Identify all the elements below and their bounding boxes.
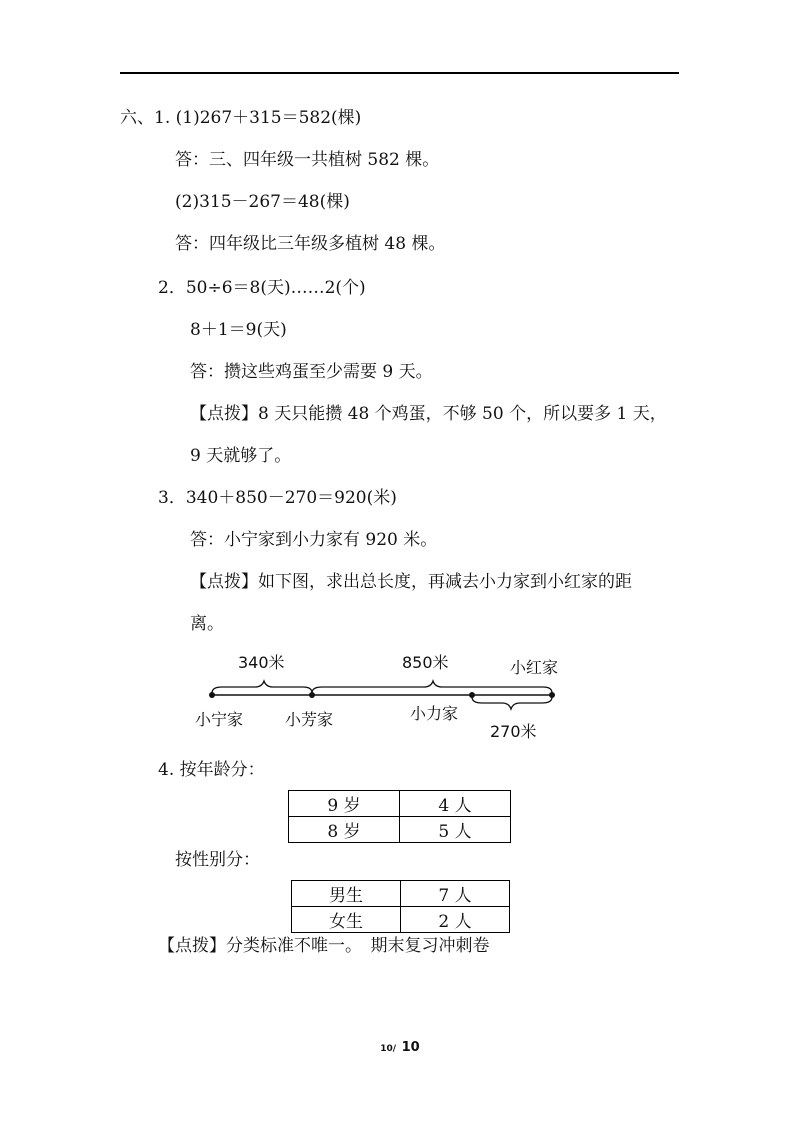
table-cell: 8 岁: [289, 817, 400, 843]
label-xiaoli-home: 小力家: [410, 704, 459, 723]
label-xiaoning-home: 小宁家: [195, 710, 244, 729]
q2-equation-2: 8＋1＝9(天): [190, 320, 287, 340]
gender-title: 按性别分：: [175, 850, 260, 870]
segment-label-270: 270米: [490, 722, 537, 741]
table-cell: 9 岁: [289, 791, 400, 817]
brace-270: [472, 697, 552, 709]
q1-part2-equation: (2)315－267＝48(棵): [175, 192, 350, 212]
table-row: [292, 907, 510, 933]
point-xiaoning: [209, 692, 215, 698]
label-xiaofang-home: 小芳家: [285, 710, 334, 729]
q2-tip-line1: 【点拨】8 天只能攒 48 个鸡蛋，不够 50 个，所以要多 1 天，: [190, 404, 667, 424]
page-current: 10/: [380, 1044, 397, 1054]
q3-answer: 答：小宁家到小力家有 920 米。: [190, 530, 438, 550]
point-xiaofang: [309, 692, 315, 698]
header-rule: [120, 72, 679, 74]
segment-label-340: 340米: [238, 653, 285, 672]
q1-part1-answer: 答：三、四年级一共植树 582 棵。: [175, 150, 440, 170]
page-number: [0, 1036, 800, 1055]
page-total: 10: [401, 1040, 420, 1055]
q3-equation: 3．340＋850－270＝920(米): [158, 488, 397, 508]
brace-340: [212, 681, 312, 693]
q3-tip-line1: 【点拨】如下图，求出总长度，再减去小力家到小红家的距: [190, 572, 632, 592]
table-row: [289, 817, 511, 843]
table-cell: 7 人: [401, 881, 510, 907]
label-xiaohong-home: 小红家: [510, 658, 559, 677]
table-cell: 2 人: [401, 907, 510, 933]
q2-equation: 2．50÷6＝8(天)……2(个): [158, 278, 366, 298]
q4-title: 4. 按年龄分：: [158, 760, 265, 780]
table-cell: 4 人: [400, 791, 511, 817]
table-cell: 男生: [292, 881, 401, 907]
gender-table: [291, 880, 510, 933]
segment-label-850: 850米: [402, 653, 449, 672]
table-cell: 5 人: [400, 817, 511, 843]
q4-tip: 【点拨】分类标准不唯一。 期末复习冲刺卷: [158, 936, 490, 956]
q1-part1-equation: 六、1. (1)267＋315＝582(棵): [120, 108, 362, 128]
table-cell: 女生: [292, 907, 401, 933]
distance-diagram: [190, 645, 570, 745]
q2-answer: 答：攒这些鸡蛋至少需要 9 天。: [190, 362, 433, 382]
q3-tip-line2: 离。: [190, 614, 224, 634]
q1-part2-answer: 答：四年级比三年级多植树 48 棵。: [175, 234, 446, 254]
table-row: [289, 791, 511, 817]
q2-tip-line2: 9 天就够了。: [190, 446, 292, 466]
table-row: [292, 881, 510, 907]
age-table: [288, 790, 511, 843]
brace-850: [312, 681, 552, 693]
